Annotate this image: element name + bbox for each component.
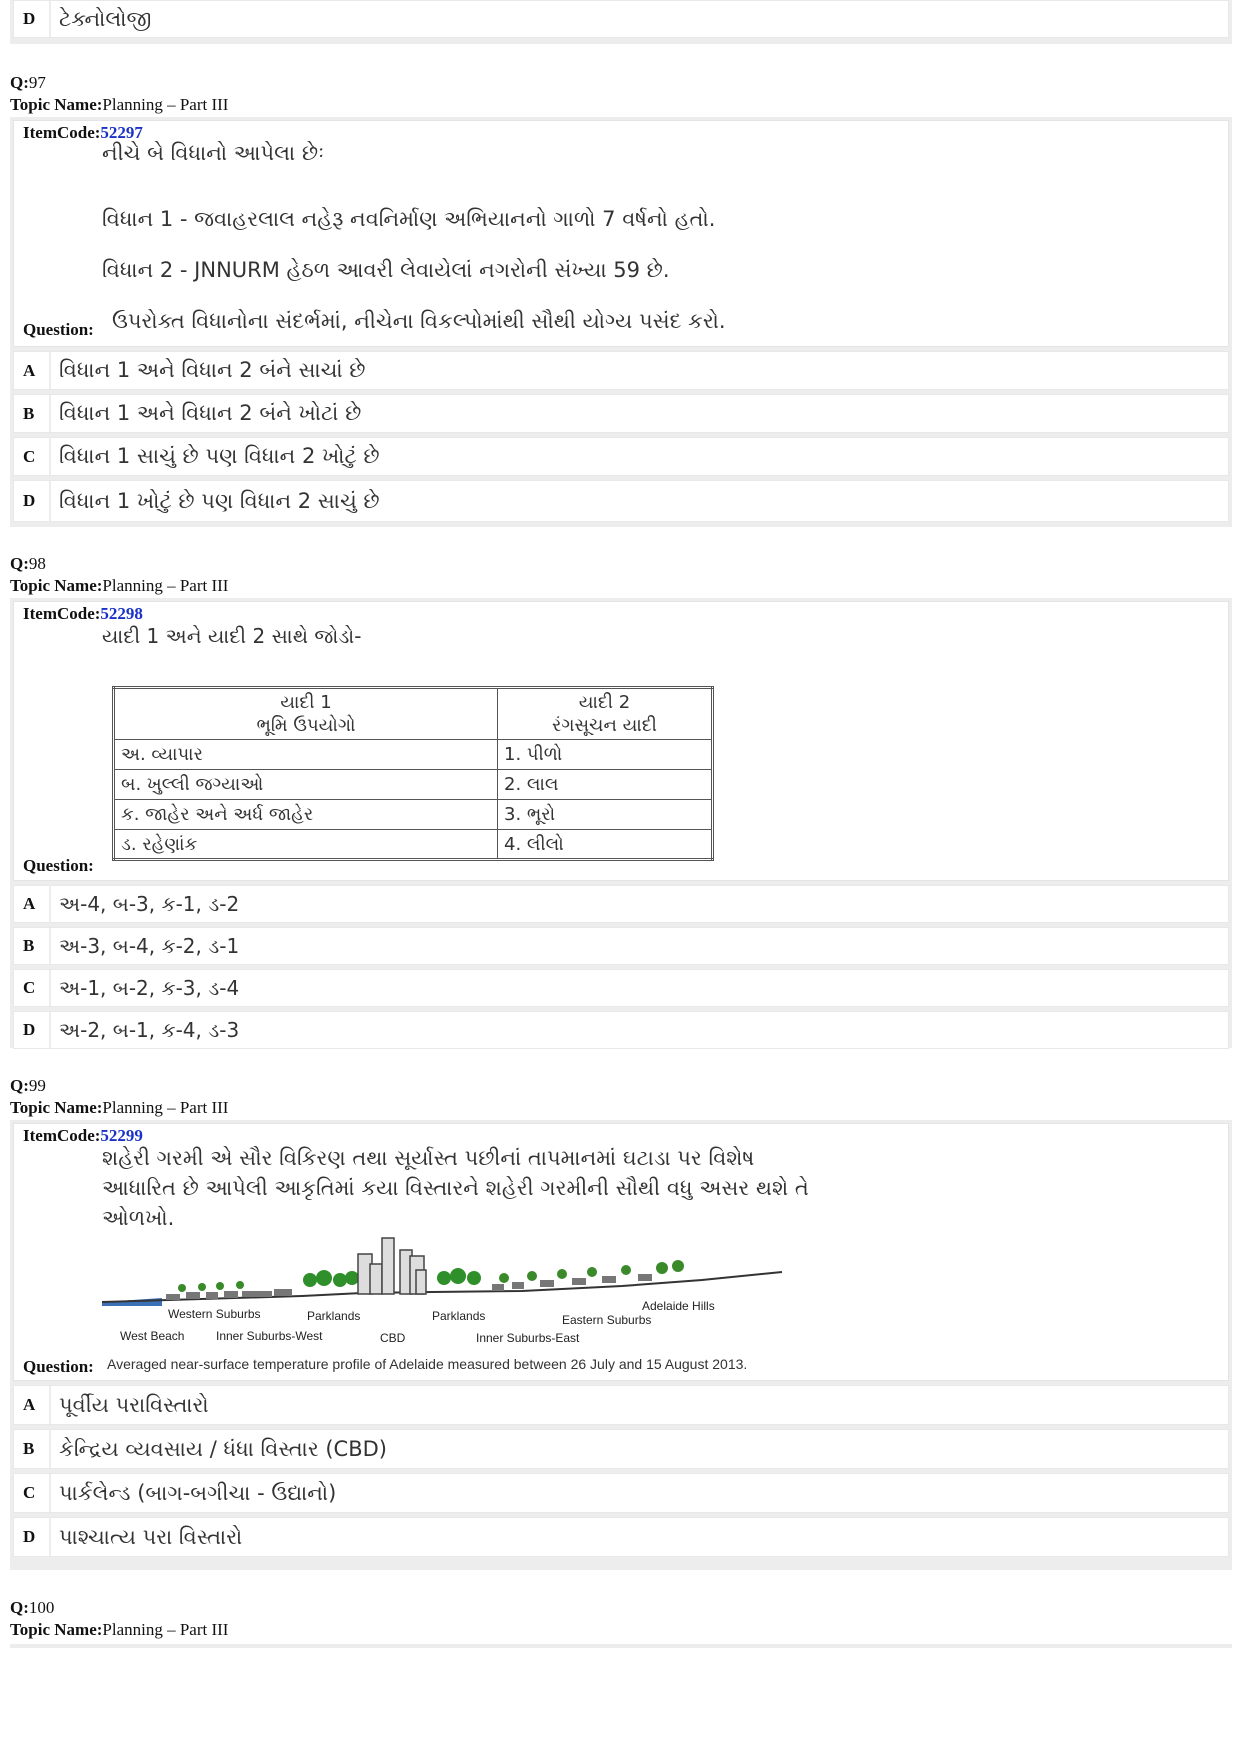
question-label: Question: [23, 856, 94, 875]
table-row [114, 830, 713, 860]
option-letter: B [14, 1430, 51, 1468]
option-text: ટેક્નોલોજી [59, 6, 152, 31]
table-cell: ડ. રહેણાંક [114, 830, 498, 860]
q-label: Q: [10, 1076, 29, 1095]
q-number: 99 [28, 1076, 46, 1095]
table-cell: અ. વ્યાપાર [114, 740, 498, 770]
question-panel-98 [10, 598, 1232, 1048]
adelaide-profile-figure [102, 1236, 822, 1348]
q-label: Q: [10, 554, 29, 573]
label-western-suburbs: Western Suburbs [168, 1307, 261, 1321]
cbd-towers [358, 1238, 426, 1294]
label-eastern-suburbs: Eastern Suburbs [562, 1313, 652, 1327]
option-c[interactable] [13, 969, 1229, 1007]
label-inner-east: Inner Suburbs-East [476, 1331, 580, 1345]
label-inner-west: Inner Suburbs-West [216, 1329, 323, 1343]
topic-name: Planning – Part III [102, 576, 229, 595]
option-letter: D [14, 1012, 51, 1048]
question-text: Averaged near-surface temperature profile of Adelaide measured between 26 July and 15 August 2013. [107, 1356, 748, 1372]
option-text: અ-1, બ-2, ક-3, ડ-4 [59, 976, 240, 1000]
question-body [13, 1123, 1229, 1381]
table-cell: 1. પીળો [498, 740, 713, 770]
topic-label: Topic Name: [10, 95, 103, 114]
option-text: વિધાન 1 અને વિધાન 2 બંને ખોટાં છે [59, 401, 362, 425]
table-cell: 2. લાલ [498, 770, 713, 800]
option-d[interactable] [13, 480, 1229, 522]
stem-line: નીચે બે વિધાનો આપેલા છેઃ [102, 141, 325, 165]
option-letter: D [14, 1518, 51, 1556]
option-text: વિધાન 1 ખોટું છે પણ વિધાન 2 સાચું છે [59, 488, 380, 513]
option-a[interactable] [13, 1385, 1229, 1425]
option-a[interactable] [13, 351, 1229, 390]
question-body [13, 601, 1229, 881]
table-cell: બ. ખુલ્લી જગ્યાઓ [114, 770, 498, 800]
table-row [114, 800, 713, 830]
header-list2: યાદી 2 રંગસૂચન યાદી [498, 688, 713, 740]
option-text: વિધાન 1 સાચું છે પણ વિધાન 2 ખોટું છે [59, 444, 380, 468]
table-row [114, 740, 713, 770]
table-row [114, 770, 713, 800]
table-cell: ક. જાહેર અને અર્ધ જાહેર [114, 800, 498, 830]
q96-tail-panel [10, 0, 1232, 44]
topic-label: Topic Name: [10, 1620, 103, 1639]
eastern-trees [499, 1260, 684, 1283]
stem-line: ઓળખો. [102, 1206, 175, 1230]
option-c[interactable] [13, 437, 1229, 476]
question-panel-99 [10, 1120, 1232, 1570]
header-list1: યાદી 1 ભૂમિ ઉપયોગો [114, 688, 498, 740]
topic-label: Topic Name: [10, 1098, 103, 1117]
stem-line: શહેરી ગરમી એ સૌર વિકિરણ તથા સૂર્યાસ્ત પછીનાં તાપમાનમાં ઘટાડા પર વિશેષ [102, 1146, 755, 1170]
option-d[interactable] [13, 1011, 1229, 1049]
option-a[interactable] [13, 885, 1229, 923]
option-letter: B [14, 395, 51, 432]
q-number: 98 [28, 554, 46, 573]
option-b[interactable] [13, 394, 1229, 433]
option-letter: C [14, 970, 51, 1006]
question-body [13, 120, 1229, 347]
match-table [112, 686, 714, 861]
option-text: વિધાન 1 અને વિધાન 2 બંને સાચાં છે [59, 358, 366, 382]
label-cbd: CBD [380, 1331, 406, 1345]
q-label: Q: [10, 73, 29, 92]
question-header-99 [10, 1075, 228, 1119]
stem-line: વિધાન 2 - JNNURM હેઠળ આવરી લેવાયેલાં નગરોની સંખ્યા 59 છે. [102, 258, 670, 282]
stem-line: યાદી 1 અને યાદી 2 સાથે જોડો- [102, 624, 362, 648]
option-d[interactable] [13, 0, 1229, 38]
option-text: કેન્દ્રિય વ્યવસાય / ધંધા વિસ્તાર (CBD) [59, 1436, 387, 1461]
question-text: ઉપરોક્ત વિધાનોના સંદર્ભમાં, નીચેના વિકલ્પોમાંથી સૌથી યોગ્ય પસંદ કરો. [112, 309, 726, 333]
label-adelaide-hills: Adelaide Hills [642, 1299, 715, 1313]
option-letter: C [14, 438, 51, 475]
label-parklands-left: Parklands [307, 1309, 361, 1323]
option-text: અ-4, બ-3, ક-1, ડ-2 [59, 892, 240, 916]
parklands-right-trees [437, 1268, 481, 1285]
topic-name: Planning – Part III [102, 95, 229, 114]
label-west-beach: West Beach [120, 1329, 185, 1343]
stem-line: વિધાન 1 - જવાહરલાલ નહેરૂ નવનિર્માણ અભિયાનનો ગાળો 7 વર્ષનો હતો. [102, 207, 716, 231]
option-b[interactable] [13, 927, 1229, 965]
question-panel-97 [10, 117, 1232, 527]
stem-line: આધારિત છે આપેલી આકૃતિમાં કયા વિસ્તારને શહેરી ગરમીની સૌથી વધુ અસર થશે તે [102, 1176, 809, 1200]
topic-name: Planning – Part III [102, 1098, 229, 1117]
option-text: અ-3, બ-4, ક-2, ડ-1 [59, 934, 240, 958]
table-header-row [114, 688, 713, 740]
option-b[interactable] [13, 1429, 1229, 1469]
item-code: ItemCode:52299 [23, 1126, 143, 1145]
q-label: Q: [10, 1598, 29, 1617]
item-code: ItemCode:52297 [23, 123, 143, 142]
q-number: 100 [28, 1598, 55, 1617]
table-cell: 3. ભૂરો [498, 800, 713, 830]
question-label: Question: [23, 320, 94, 339]
option-letter: D [14, 481, 51, 521]
option-text: પાર્કલેન્ડ (બાગ-બગીચા - ઉદ્યાનો) [59, 1480, 337, 1505]
divider [10, 1644, 1232, 1648]
option-letter: B [14, 928, 51, 964]
topic-label: Topic Name: [10, 576, 103, 595]
option-letter: D [14, 1, 51, 37]
topic-name: Planning – Part III [102, 1620, 229, 1639]
question-label: Question: [23, 1357, 94, 1376]
question-header-100 [10, 1597, 228, 1641]
option-c[interactable] [13, 1473, 1229, 1513]
option-letter: C [14, 1474, 51, 1512]
option-text: પૂર્વીય પરાવિસ્તારો [59, 1392, 209, 1417]
option-letter: A [14, 886, 51, 922]
option-letter: A [14, 352, 51, 389]
option-d[interactable] [13, 1517, 1229, 1557]
option-text: અ-2, બ-1, ક-4, ડ-3 [59, 1018, 240, 1042]
question-header-97 [10, 72, 228, 116]
option-text: પાશ્ચાત્ય પરા વિસ્તારો [59, 1524, 243, 1549]
option-letter: A [14, 1386, 51, 1424]
parklands-left-trees [303, 1270, 359, 1287]
q-number: 97 [28, 73, 46, 92]
label-parklands-right: Parklands [432, 1309, 486, 1323]
table-cell: 4. લીલો [498, 830, 713, 860]
question-header-98 [10, 553, 228, 597]
western-trees [178, 1281, 244, 1292]
item-code: ItemCode:52298 [23, 604, 143, 623]
